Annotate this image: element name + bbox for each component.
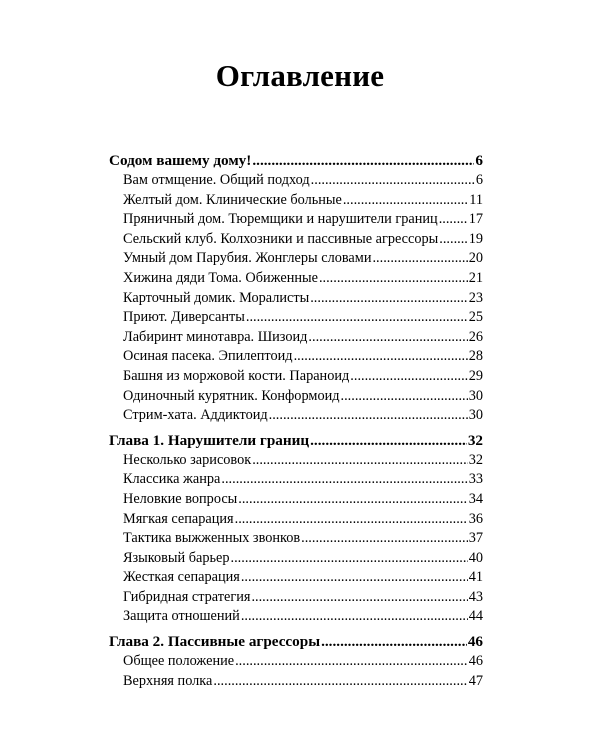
toc-entry-title: Мягкая сепарация <box>123 510 234 527</box>
toc-entry[interactable] <box>109 347 483 367</box>
toc-chapter-page: 46 <box>467 633 483 651</box>
toc-entry[interactable] <box>109 652 483 672</box>
toc-chapter-page: 6 <box>475 152 483 169</box>
toc-entry-page: 17 <box>468 211 483 228</box>
dot-leader <box>241 568 468 588</box>
dot-leader <box>372 249 467 269</box>
toc-entry-page: 19 <box>468 230 483 247</box>
dot-leader <box>321 631 467 652</box>
toc-chapter[interactable] <box>109 631 483 652</box>
toc-entry[interactable] <box>109 490 483 510</box>
toc-entry-title: Языковый барьер <box>123 549 230 566</box>
toc-entry-title: Лабиринт минотавра. Шизоид <box>123 328 308 345</box>
toc-entry-title: Осиная пасека. Эпилептоид <box>123 348 293 365</box>
toc-entry[interactable] <box>109 510 483 530</box>
dot-leader <box>341 387 468 407</box>
toc-entry-title: Вам отмщение. Общий подход <box>123 172 310 188</box>
toc-entry-title: Башня из моржовой кости. Параноид <box>123 367 350 384</box>
toc-entry[interactable] <box>109 308 483 328</box>
dot-leader <box>308 328 467 348</box>
toc-entry-title: Желтый дом. Клинические больные <box>123 191 342 208</box>
toc-entry-title: Карточный домик. Моралисты <box>123 289 310 306</box>
toc-chapter-title: Содом вашему дому! <box>109 152 252 169</box>
dot-leader <box>311 171 475 191</box>
toc-entry[interactable] <box>109 672 483 692</box>
dot-leader <box>310 289 467 309</box>
toc-entry[interactable] <box>109 607 483 627</box>
toc-entry-page: 20 <box>468 250 483 267</box>
dot-leader <box>343 191 468 211</box>
toc-entry[interactable] <box>109 549 483 569</box>
toc-entry[interactable] <box>109 406 483 426</box>
toc-entry-page: 28 <box>468 348 483 365</box>
dot-leader <box>251 588 467 608</box>
toc-entry-page: 30 <box>468 407 483 424</box>
dot-leader <box>252 150 474 171</box>
dot-leader <box>221 470 467 490</box>
toc-entry-title: Умный дом Парубия. Жонглеры словами <box>123 250 372 267</box>
toc-entry-page: 26 <box>468 328 483 345</box>
dot-leader <box>252 451 468 471</box>
toc-entry[interactable] <box>109 470 483 490</box>
toc-entry-title: Сельский клуб. Колхозники и пассивные агрессоры <box>123 230 439 247</box>
toc-entry-title: Гибридная стратегия <box>123 588 251 605</box>
toc-entry-title: Тактика выжженных звонков <box>123 530 301 547</box>
toc-chapter[interactable] <box>109 430 483 451</box>
toc-entry-page: 47 <box>468 672 483 689</box>
toc-entry-title: Жесткая сепарация <box>123 569 240 586</box>
toc-entry-page: 11 <box>469 191 483 208</box>
dot-leader <box>310 430 467 451</box>
dot-leader <box>231 549 468 569</box>
toc-entry[interactable] <box>109 387 483 407</box>
toc-entry-title: Общее положение <box>123 653 235 670</box>
toc-entry-page: 41 <box>468 569 483 586</box>
toc-entry-title: Классика жанра <box>123 471 221 488</box>
toc-entry-title: Защита отношений <box>123 608 240 625</box>
dot-leader <box>319 269 468 289</box>
toc-entry-page: 43 <box>468 588 483 605</box>
toc-entry-title: Одиночный курятник. Конформоид <box>123 387 340 404</box>
toc-entry-page: 36 <box>468 510 483 527</box>
toc-entry-page: 32 <box>468 451 483 468</box>
toc-entry[interactable] <box>109 171 483 191</box>
dot-leader <box>350 367 467 387</box>
toc-entry[interactable] <box>109 328 483 348</box>
toc-entry[interactable] <box>109 289 483 309</box>
toc-entry[interactable] <box>109 210 483 230</box>
dot-leader <box>246 308 468 328</box>
toc-entry-page: 34 <box>468 490 483 507</box>
toc-entry-title: Стрим-хата. Аддиктоид <box>123 407 268 424</box>
toc-entry[interactable] <box>109 230 483 250</box>
toc-entry-title: Верхняя полка <box>123 672 213 689</box>
dot-leader <box>241 607 468 627</box>
toc-entry[interactable] <box>109 269 483 289</box>
dot-leader <box>235 652 468 672</box>
dot-leader <box>439 230 467 250</box>
toc-chapter-title: Глава 1. Нарушители границ <box>109 431 310 449</box>
dot-leader <box>235 510 468 530</box>
toc-entry-page: 37 <box>468 530 483 547</box>
dot-leader <box>238 490 467 510</box>
toc-entry[interactable] <box>109 529 483 549</box>
toc-entry-page: 33 <box>468 471 483 488</box>
dot-leader <box>213 672 467 692</box>
toc-entry-page: 40 <box>468 549 483 566</box>
toc-entry-title: Несколько зарисовок <box>123 451 252 468</box>
toc-entry-page: 30 <box>468 387 483 404</box>
dot-leader <box>301 529 468 549</box>
toc-entry-title: Пряничный дом. Тюремщики и нарушители границ <box>123 211 438 228</box>
toc-entry[interactable] <box>109 451 483 471</box>
toc-entry[interactable] <box>109 367 483 387</box>
table-of-contents <box>109 150 483 691</box>
toc-entry[interactable] <box>109 191 483 211</box>
dot-leader <box>269 406 468 426</box>
page-title: Оглавление <box>215 58 385 93</box>
toc-chapter[interactable] <box>109 150 483 171</box>
toc-entry-page: 44 <box>468 608 483 625</box>
toc-chapter-page: 32 <box>467 431 483 449</box>
dot-leader <box>439 210 468 230</box>
toc-entry-title: Хижина дяди Тома. Обиженные <box>123 269 318 286</box>
toc-entry-title: Приют. Диверсанты <box>123 309 245 326</box>
toc-entry-title: Неловкие вопросы <box>123 490 238 507</box>
toc-entry-page: 46 <box>468 653 483 670</box>
toc-entry-page: 25 <box>468 309 483 326</box>
toc-entry-page: 6 <box>475 172 483 188</box>
toc-entry-page: 29 <box>468 367 483 384</box>
toc-chapter-title: Глава 2. Пассивные агрессоры <box>109 633 321 651</box>
toc-entry[interactable] <box>109 588 483 608</box>
toc-entry-page: 23 <box>468 289 483 306</box>
dot-leader <box>294 347 468 367</box>
toc-entry[interactable] <box>109 249 483 269</box>
toc-entry-page: 21 <box>468 269 483 286</box>
toc-entry[interactable] <box>109 568 483 588</box>
